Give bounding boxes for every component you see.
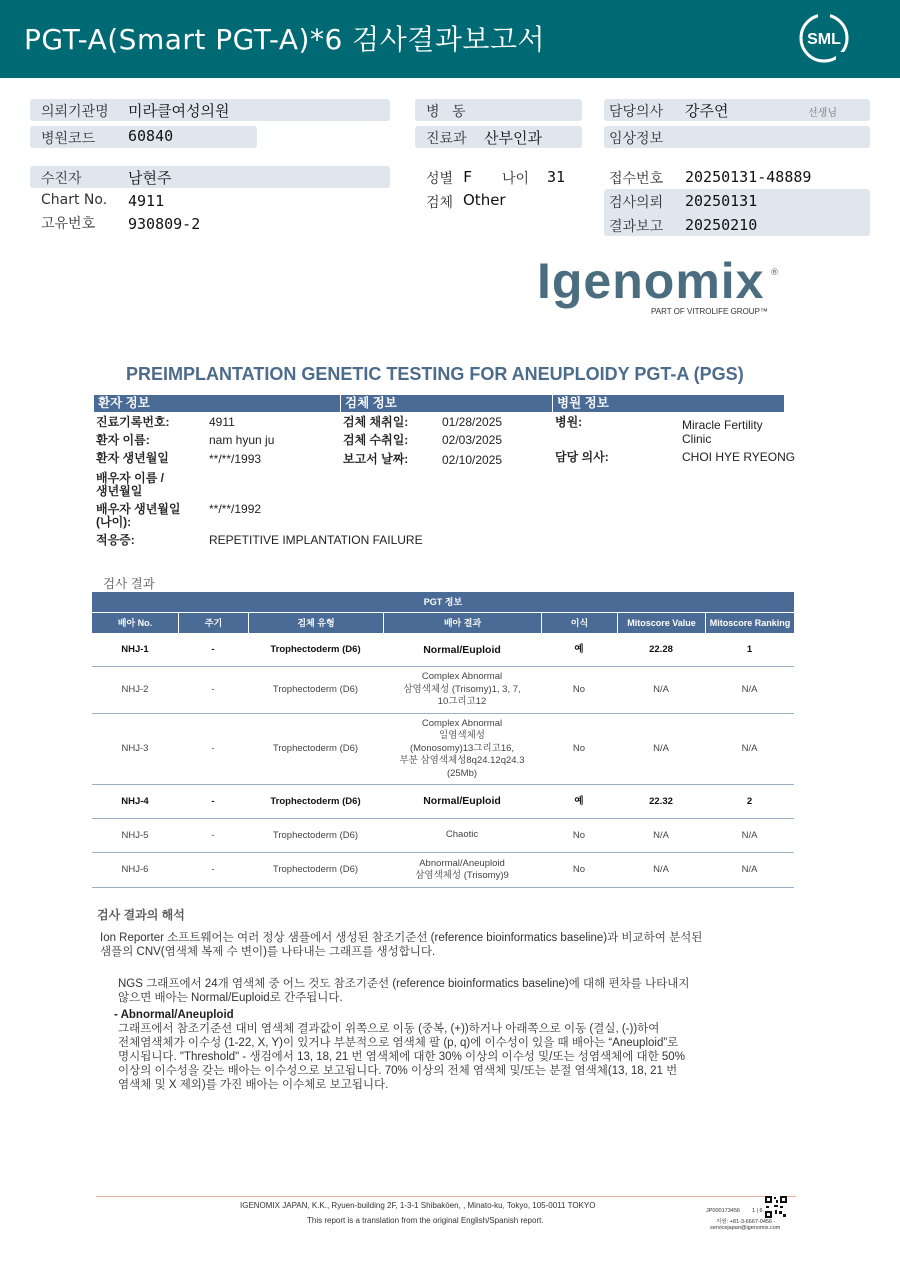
department-label: 진료과 — [426, 131, 467, 147]
footer-email: servicejapan@igenomix.com — [710, 1225, 781, 1231]
indication-label: 적응증: — [96, 533, 135, 547]
igenomix-tagline: PART OF VITROLIFE GROUP™ — [651, 307, 768, 316]
column-header-embryo-result: 배아 결과 — [384, 613, 541, 633]
cell-mitoscore-ranking: N/A — [741, 829, 758, 841]
patient-info-header: 환자 정보 — [94, 395, 340, 412]
attending-doctor-label: 담당 의사: — [555, 450, 609, 464]
column-header-specimen-type: 검체 유형 — [249, 613, 383, 633]
hospital-label: 병원: — [555, 415, 583, 429]
cell-mitoscore-value: N/A — [653, 743, 669, 754]
footer-address: IGENOMIX JAPAN, K.K., Ryuen-building 2F, 1-3-1 Shibakōen, , Minato-ku, Tokyo, 105-0011 TOKYO — [240, 1201, 596, 1210]
received-value: 02/03/2025 — [442, 433, 503, 447]
partner-dob-value: **/**/1992 — [209, 502, 262, 516]
doctor-suffix: 선생님 — [808, 108, 837, 119]
cell-transfer: No — [572, 864, 586, 875]
cell-embryo-result-line: 10그리고12 — [437, 696, 487, 708]
footer-phone: 지원: +81-3-6667-0456 - — [716, 1219, 776, 1225]
hospital-code-label: 병원코드 — [41, 131, 96, 147]
collected-value: 01/28/2025 — [442, 415, 503, 429]
department-value: 산부인과 — [484, 129, 542, 147]
sml-logo-text: SML — [807, 31, 841, 48]
qr-code-icon — [765, 1196, 787, 1218]
record-no-label: 진료기록번호: — [96, 415, 170, 429]
column-header-mitoscore-value: Mitoscore Value — [618, 613, 705, 633]
chart-no-value: 4911 — [128, 192, 165, 210]
specimen-info-header: 검체 정보 — [341, 395, 552, 412]
patient-label: 수진자 — [41, 171, 82, 187]
request-date-label: 검사의뢰 — [609, 195, 664, 211]
cell-transfer: 예 — [574, 795, 584, 807]
cell-embryo-result-line: 삼염색체성 (Trisomy)9 — [415, 870, 509, 881]
footer-doc-id: JP000173456 — [706, 1208, 740, 1214]
hospital-value-line1: Miracle Fertility — [682, 418, 763, 432]
igenomix-logo: Igenomix — [537, 253, 765, 309]
record-no-value: 4911 — [209, 415, 235, 429]
interpretation-title: 검사 결과의 해석 — [97, 908, 185, 922]
cell-specimen-type: Trophectoderm (D6) — [272, 864, 359, 875]
cell-cycle: - — [211, 864, 215, 875]
request-date-value: 20250131 — [685, 192, 758, 210]
report-label: 보고서 날짜: — [343, 452, 409, 466]
doctor-value: 강주연 — [685, 102, 729, 120]
receipt-no-value: 20250131-48889 — [685, 168, 812, 186]
cell-embryo-result-line: Complex Abnormal — [421, 671, 503, 683]
abnormal-line4: 이상의 이수성을 갖는 배아는 이수성으로 보고됩니다. 70% 이상의 전체 염색체 및/또는 분절 염색체(13, 18, 21 번 — [118, 1065, 678, 1077]
column-header-transfer: 이식 — [542, 613, 617, 633]
interpretation-normal-line1: NGS 그래프에서 24개 염색체 중 어느 것도 참조기준선 (reference bioinformatics baseline)에 대해 편차를 나타내지 — [118, 978, 690, 990]
cell-transfer: No — [572, 684, 586, 695]
cell-mitoscore-value: N/A — [653, 864, 669, 875]
cell-specimen-type: Trophectoderm (D6) — [272, 829, 359, 841]
footer-page: 1 | 6 — [752, 1208, 763, 1214]
patient-dob-label: 환자 생년월일 — [96, 451, 169, 465]
hospital-info-header: 병원 정보 — [553, 395, 784, 412]
cell-cycle: - — [211, 684, 215, 695]
received-label: 검체 수취일: — [343, 433, 409, 447]
cell-embryo-no: NHJ-4 — [121, 795, 149, 807]
sml-logo — [798, 12, 850, 64]
cell-mitoscore-value: N/A — [653, 829, 669, 841]
abnormal-line5: 염색체 및 X 제외)를 가진 배아는 이수체로 보고됩니다. — [118, 1079, 389, 1091]
unique-no-label: 고유번호 — [41, 216, 96, 232]
report-date-value: 20250210 — [685, 216, 758, 234]
cell-embryo-result-line: Normal/Euploid — [423, 643, 501, 656]
hospital-code-value: 60840 — [128, 127, 174, 145]
institution-label: 의뢰기관명 — [41, 104, 109, 120]
igenomix-reg-mark: ® — [770, 268, 779, 278]
sex-value: F — [463, 168, 473, 186]
partner-label-line2: 생년월일 — [96, 484, 143, 498]
cell-mitoscore-value: N/A — [653, 684, 669, 695]
cell-mitoscore-ranking: N/A — [741, 864, 758, 875]
cell-transfer: 예 — [574, 644, 584, 655]
partner-label-line1: 배우자 이름 / — [96, 471, 164, 485]
cell-transfer: No — [572, 829, 586, 841]
sex-label: 성별 — [426, 171, 454, 187]
abnormal-line2: 전체염색체가 이수성 (1-22, X, Y)이 있거나 부분적으로 염색체 팔 (p, q)에 이수성이 있을 때 배아는 “Aneuploid”로 — [118, 1037, 679, 1049]
footer-note: This report is a translation from the original English/Spanish report. — [307, 1216, 544, 1225]
cell-embryo-result-line: 일염색체성 — [439, 730, 485, 742]
cell-mitoscore-ranking: N/A — [741, 743, 758, 754]
cell-embryo-no: NHJ-5 — [121, 829, 149, 841]
cell-embryo-result-line: Normal/Euploid — [423, 795, 501, 808]
row-divider — [92, 852, 794, 853]
attending-doctor-value: CHOI HYE RYEONG — [682, 450, 796, 464]
doctor-label: 담당의사 — [609, 104, 664, 120]
cell-embryo-result-line: (Monosomy)13그리고16, — [409, 742, 515, 754]
cell-embryo-no: NHJ-1 — [121, 644, 149, 655]
row-divider — [92, 713, 794, 714]
patient-dob-value: **/**/1993 — [209, 452, 262, 466]
report-date-label: 결과보고 — [609, 219, 664, 235]
cell-cycle: - — [211, 795, 215, 807]
column-header-embryo-no: 배아 No. — [92, 613, 178, 633]
partner-dob-label-line1: 배우자 생년월일 — [96, 502, 181, 516]
age-label: 나이 — [502, 171, 530, 187]
row-divider — [92, 784, 794, 785]
cell-embryo-no: NHJ-6 — [121, 864, 149, 875]
unique-no-value: 930809-2 — [128, 215, 201, 233]
cell-specimen-type: Trophectoderm (D6) — [272, 743, 359, 754]
interpretation-intro-line2: 샘플의 CNV(염색체 복제 수 변이)를 나타내는 그래프를 생성합니다. — [100, 946, 436, 958]
cell-embryo-result-line: Abnormal/Aneuploid — [419, 857, 505, 869]
age-value: 31 — [547, 168, 566, 186]
cell-transfer: No — [572, 743, 586, 754]
cell-mitoscore-value: 22.32 — [649, 795, 673, 807]
column-header-cycle: 주기 — [179, 613, 248, 633]
row-divider — [92, 887, 794, 888]
cell-cycle: - — [211, 644, 215, 655]
table-band-header: PGT 정보 — [92, 592, 794, 612]
cell-cycle: - — [211, 829, 215, 841]
report-value: 02/10/2025 — [442, 453, 503, 467]
institution-value: 미라클여성의원 — [128, 102, 230, 120]
abnormal-subtitle: - Abnormal/Aneuploid — [114, 1009, 234, 1021]
cell-mitoscore-value: 22.28 — [649, 644, 673, 655]
cell-specimen-type: Trophectoderm (D6) — [270, 644, 361, 655]
clinical-label: 임상정보 — [609, 131, 664, 147]
cell-cycle: - — [211, 743, 215, 754]
cell-mitoscore-ranking: 2 — [746, 795, 753, 807]
cell-embryo-result-line: (25Mb) — [446, 767, 478, 779]
cell-mitoscore-ranking: N/A — [741, 684, 758, 695]
cell-specimen-type: Trophectoderm (D6) — [272, 684, 359, 695]
abnormal-line1: 그래프에서 참조기준선 대비 염색체 결과값이 위쪽으로 이동 (중복, (+))하거나 아래쪽으로 이동 (결실, (-))하여 — [118, 1023, 660, 1035]
patient-value: 남현주 — [128, 169, 172, 187]
cell-embryo-result-line: 부분 삼염색체성8q24.12q24.3 — [399, 755, 525, 767]
cell-embryo-result-line: Complex Abnormal — [421, 717, 503, 729]
partner-dob-label-line2: (나이): — [96, 515, 132, 529]
ward-label: 병 동 — [426, 104, 470, 120]
interpretation-normal-line2: 않으면 배아는 Normal/Euploid로 간주됩니다. — [118, 992, 343, 1004]
interpretation-intro-line1: Ion Reporter 소프트웨어는 여러 정상 샘플에서 생성된 참조기준선 (reference bioinformatics baseline)과 비교하여 분석된 — [100, 932, 703, 944]
cell-embryo-result-line: Chaotic — [445, 829, 479, 841]
receipt-no-label: 접수번호 — [609, 171, 664, 187]
results-title: 검사 결과 — [103, 577, 155, 591]
patient-name-label: 환자 이름: — [96, 433, 150, 447]
patient-bar — [30, 166, 390, 188]
specimen-value: Other — [463, 191, 506, 209]
cell-specimen-type: Trophectoderm (D6) — [270, 795, 361, 807]
indication-value: REPETITIVE IMPLANTATION FAILURE — [209, 533, 423, 547]
cell-embryo-no: NHJ-3 — [121, 743, 149, 754]
hospital-value-line2: Clinic — [682, 432, 712, 446]
document-title: PREIMPLANTATION GENETIC TESTING FOR ANEUPLOIDY PGT-A (PGS) — [126, 364, 744, 384]
cell-embryo-result-line: 삼염색체성 (Trisomy)1, 3, 7, — [403, 683, 521, 695]
specimen-label: 검체 — [426, 195, 454, 211]
patient-name-value: nam hyun ju — [209, 433, 275, 447]
abnormal-line3: 명시됩니다. "Threshold" - 생검에서 13, 18, 21 번 염색체에 대한 30% 이상의 이수성 및/또는 성염색체에 대한 50% — [118, 1051, 685, 1063]
report-header — [0, 0, 900, 78]
cell-mitoscore-ranking: 1 — [746, 644, 753, 655]
footer-divider — [96, 1196, 796, 1197]
row-divider — [92, 666, 794, 667]
column-header-mitoscore-ranking: Mitoscore Ranking — [706, 613, 794, 633]
cell-embryo-no: NHJ-2 — [121, 684, 149, 695]
chart-no-label: Chart No. — [41, 192, 108, 208]
collected-label: 검체 채취일: — [343, 415, 409, 429]
report-title: PGT-A(Smart PGT-A)*6 검사결과보고서 — [24, 23, 546, 56]
row-divider — [92, 818, 794, 819]
